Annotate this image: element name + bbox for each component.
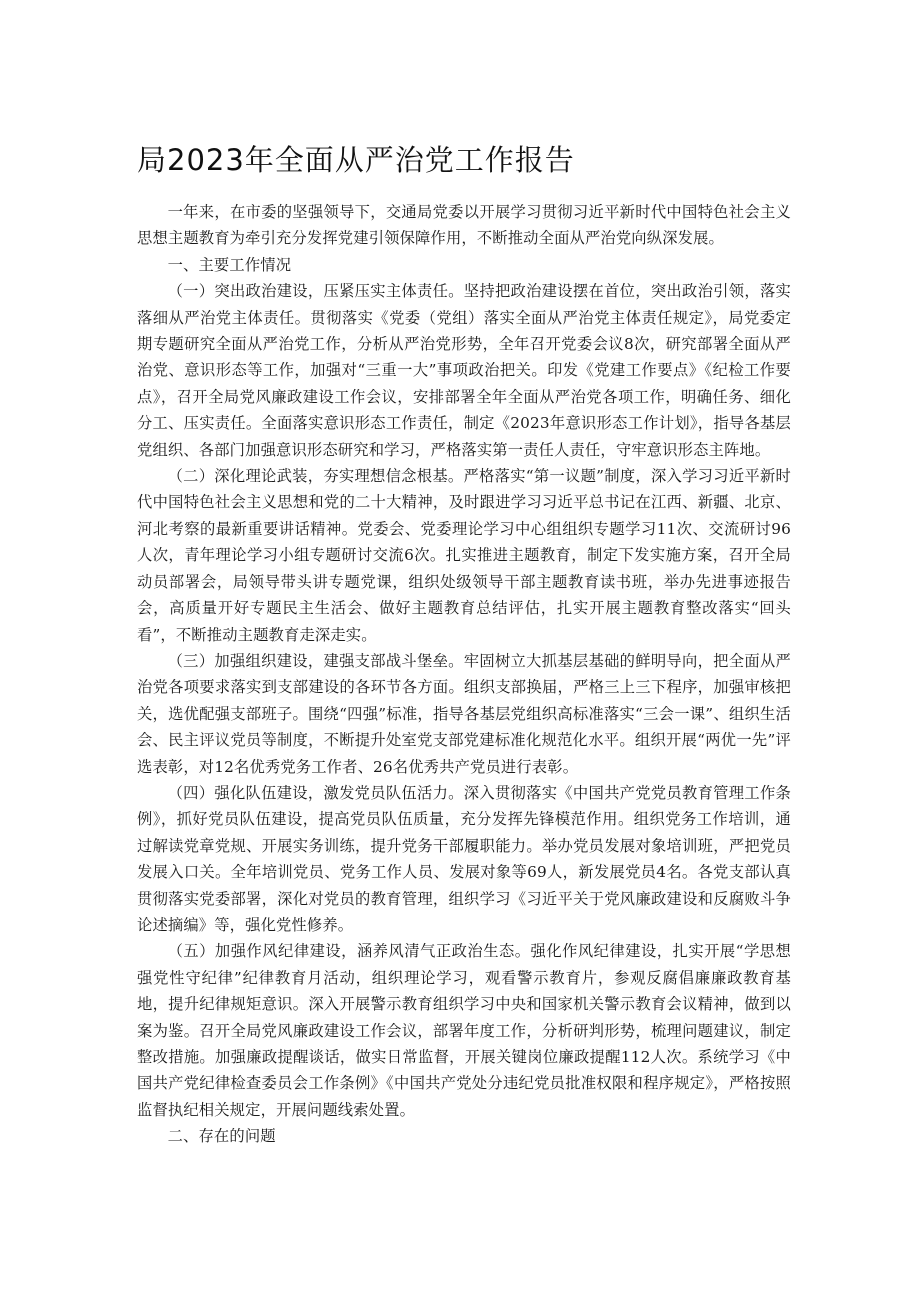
intro-paragraph: 一年来，在市委的坚强领导下，交通局党委以开展学习贯彻习近平新时代中国特色社会主义思想主题教育为牵引充分发挥党建引领保障作用，不断推动全面从严治党向纵深发展。	[137, 203, 791, 248]
document-title: 局2023年全面从严治党工作报告	[137, 143, 575, 177]
paragraph-theory-arming: （二）深化理论武装，夯实理想信念根基。严格落实“第一议题”制度，深入学习习近平新时代中国特色社会主义思想和党的二十大精神，及时跟进学习习近平总书记在江西、新疆、北京、河北考察的最新重要讲话精神。党委会、党委理论学习中心组组织专题学习11次、交流研讨96人次，青年理论学习小组专题研讨交流6次。扎实推进主题教育，制定下发实施方案，召开全局动员部署会，局领导带头讲专题党课，组织处级领导干部主题教育读书班，举办先进事迹报告会，高质量开好专题民主生活会、做好主题教育总结评估，扎实开展主题教育整改落实“回头看”，不断推动主题教育走深走实。	[137, 467, 791, 644]
paragraph-team-construction: （四）强化队伍建设，激发党员队伍活力。深入贯彻落实《中国共产党党员教育管理工作条例》，抓好党员队伍建设，提高党员队伍质量，充分发挥先锋模范作用。组织党务工作培训，通过解读党章党规、开展实务训练，提升党务干部履职能力。举办党员发展对象培训班，严把党员发展入口关。全年培训党员、党务工作人员、发展对象等69人，新发展党员4名。各党支部认真贯彻落实党委部署，深化对党员的教育管理，组织学习《习近平关于党风廉政建设和反腐败斗争论述摘编》等，强化党性修养。	[137, 783, 791, 934]
section-heading-existing-problems: 二、存在的问题	[167, 1127, 276, 1146]
paragraph-organization-construction: （三）加强组织建设，建强支部战斗堡垒。牢固树立大抓基层基础的鲜明导向，把全面从严治党各项要求落实到支部建设的各环节各方面。组织支部换届，严格三上三下程序，加强审核把关，选优配强支部班子。围绕“四强”标准，指导各基层党组织高标准落实“三会一课”、组织生活会、民主评议党员等制度，不断提升处室党支部党建标准化规范化水平。组织开展“两优一先”评选表彰，对12名优秀党务工作者、26名优秀共产党员进行表彰。	[137, 651, 791, 776]
paragraph-political-construction: （一）突出政治建设，压紧压实主体责任。坚持把政治建设摆在首位，突出政治引领，落实落细从严治党主体责任。贯彻落实《党委（党组）落实全面从严治党主体责任规定》，局党委定期专题研究全面从严治党工作，分析从严治党形势，全年召开党委会议8次，研究部署全面从严治党、意识形态等工作，加强对“三重一大”事项政治把关。印发《党建工作要点》《纪检工作要点》，召开全局党风廉政建设工作会议，安排部署全年全面从严治党各项工作，明确任务、细化分工、压实责任。全面落实意识形态工作责任，制定《2023年意识形态工作计划》，指导各基层党组织、各部门加强意识形态研究和学习，严格落实第一责任人责任，守牢意识形态主阵地。	[137, 282, 791, 459]
section-heading-main-work: 一、主要工作情况	[167, 255, 292, 274]
paragraph-discipline-construction: （五）加强作风纪律建设，涵养风清气正政治生态。强化作风纪律建设，扎实开展“学思想强党性守纪律”纪律教育月活动，组织理论学习，观看警示教育片，参观反腐倡廉廉政教育基地，提升纪律规矩意识。深入开展警示教育组织学习中央和国家机关警示教育会议精神，做到以案为鉴。召开全局党风廉政建设工作会议，部署年度工作，分析研判形势，梳理问题建议，制定整改措施。加强廉政提醒谈话，做实日常监督，开展关键岗位廉政提醒112人次。系统学习《中国共产党纪律检查委员会工作条例》《中国共产党处分违纪党员批准权限和程序规定》，严格按照监督执纪相关规定，开展问题线索处置。	[137, 942, 791, 1119]
document-body	[137, 199, 791, 1150]
